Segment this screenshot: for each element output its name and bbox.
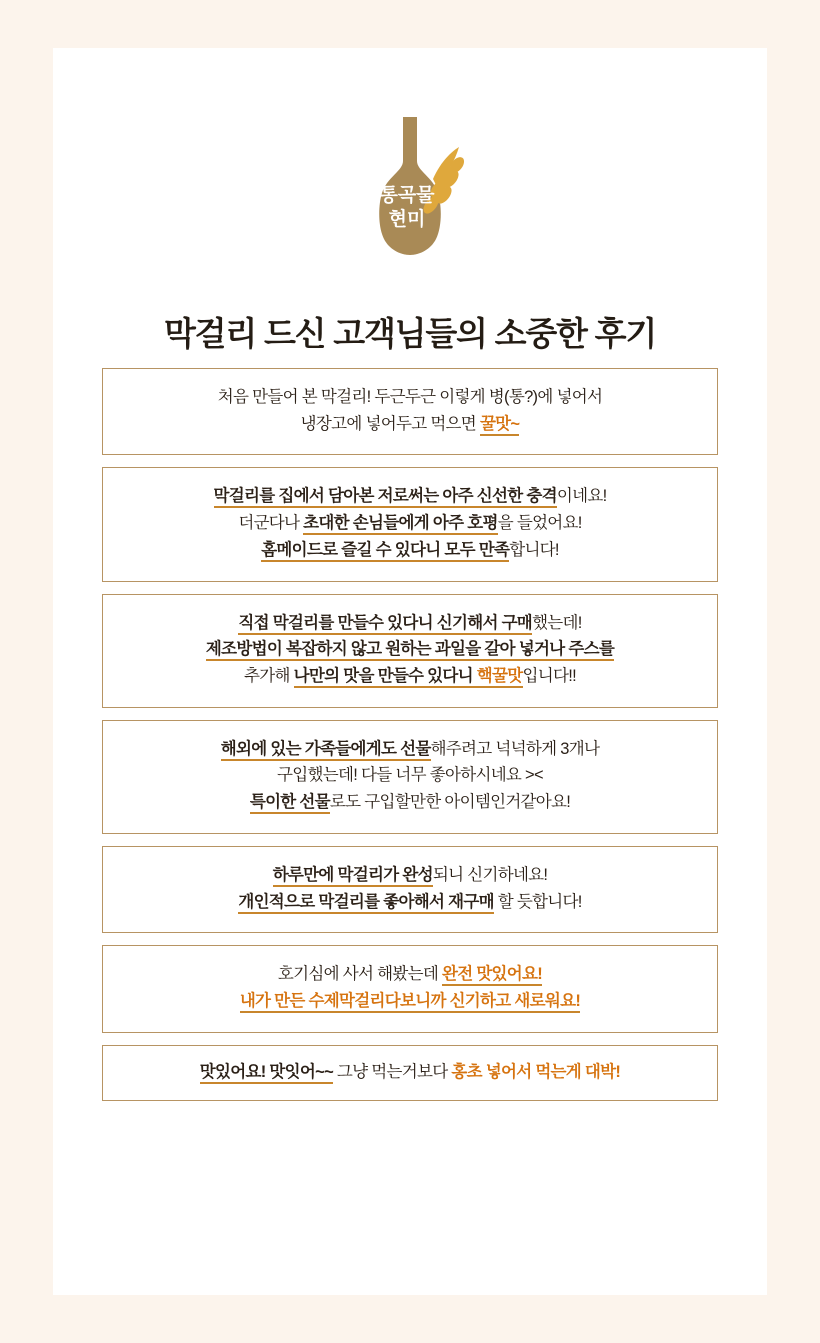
logo-line1: 통곡물: [379, 185, 435, 206]
review-line: [121, 762, 699, 789]
review-text-segment: 더군다나: [238, 514, 304, 533]
review-text-segment: 홈메이드로 즐길 수 있다니 모두 만족: [261, 541, 509, 562]
review-text-segment: 그냥 먹는거보다: [333, 1062, 452, 1081]
logo-line2: 현미: [388, 209, 426, 230]
review-line: [121, 610, 699, 637]
review-box: [102, 846, 718, 933]
review-box: [102, 945, 718, 1032]
review-list: [102, 368, 718, 1113]
review-text-segment: 호기심에 사서 해봤는데: [277, 965, 442, 984]
review-text-segment: 직접 막걸리를 만들수 있다니 신기해서 구매: [238, 614, 532, 635]
review-text-segment: 구입했는데! 다들 너무 좋아하시네요 ><: [277, 766, 543, 785]
brand-logo: [53, 113, 767, 273]
review-line: [121, 1059, 699, 1086]
review-line: [121, 636, 699, 663]
review-line: [121, 483, 699, 510]
review-box: [102, 1045, 718, 1101]
review-text-segment: 내가 만든 수제막걸리다보니까 신기하고 새로워요!: [240, 992, 580, 1013]
review-text-segment: 입니다!!: [522, 667, 576, 686]
review-box: [102, 368, 718, 455]
review-line: [121, 411, 699, 438]
review-line: [121, 988, 699, 1015]
review-line: [121, 510, 699, 537]
review-text-segment: 나만의 맛을 만들수 있다니: [294, 667, 477, 688]
review-text-segment: 핵꿀맛: [477, 667, 523, 688]
review-text-segment: 제조방법이 복잡하지 않고 원하는 과일을 갈아 넣거나 주스를: [206, 640, 614, 661]
review-box: [102, 594, 718, 708]
review-line: [121, 961, 699, 988]
content-card: [53, 48, 767, 1295]
review-text-segment: 막걸리를 집에서 담아본 저로써는 아주 신선한 충격: [214, 487, 557, 508]
review-text-segment: 하루만에 막걸리가 완성: [273, 866, 433, 887]
review-box: [102, 720, 718, 834]
review-box: [102, 467, 718, 581]
review-text-segment: 냉장고에 넣어두고 먹으면: [300, 414, 480, 433]
review-text-segment: 초대한 손님들에게 아주 호평: [303, 514, 498, 535]
review-text-segment: 되니 신기하네요!: [432, 865, 548, 884]
review-text-segment: 추가해: [244, 667, 294, 686]
review-text-segment: 특이한 선물: [250, 793, 330, 814]
review-text-segment: 을 들었어요!: [497, 514, 582, 533]
review-line: [121, 862, 699, 889]
review-line: [121, 663, 699, 690]
review-text-segment: 로도 구입할만한 아이템인거같아요!: [329, 793, 571, 812]
review-text-segment: 이네요!: [556, 487, 607, 506]
review-text-segment: 처음 만들어 본 막걸리! 두근두근 이렇게 병(통?)에 넣어서: [217, 388, 603, 406]
review-line: [121, 789, 699, 816]
review-text-segment: 할 듯합니다!: [493, 892, 582, 911]
bottle-logo-icon: [345, 113, 475, 273]
review-line: [121, 736, 699, 763]
review-text-segment: 홍초 넣어서 먹는게 대박!: [451, 1062, 621, 1081]
review-text-segment: 개인적으로 막걸리를 좋아해서 재구매: [238, 893, 493, 914]
review-text-segment: 꿀맛~: [480, 415, 519, 436]
review-text-segment: 완전 맛있어요!: [442, 965, 542, 986]
review-line: [121, 889, 699, 916]
review-line: [121, 384, 699, 411]
review-line: [121, 537, 699, 564]
page-title: 막걸리 드신 고객님들의 소중한 후기: [163, 315, 657, 353]
review-text-segment: 해외에 있는 가족들에게도 선물: [221, 740, 431, 761]
review-text-segment: 해주려고 넉넉하게 3개나: [430, 739, 600, 758]
review-text-segment: 맛있어요! 맛잇어~~: [200, 1063, 333, 1084]
review-text-segment: 합니다!: [509, 540, 559, 559]
review-text-segment: 했는데!: [532, 613, 582, 632]
